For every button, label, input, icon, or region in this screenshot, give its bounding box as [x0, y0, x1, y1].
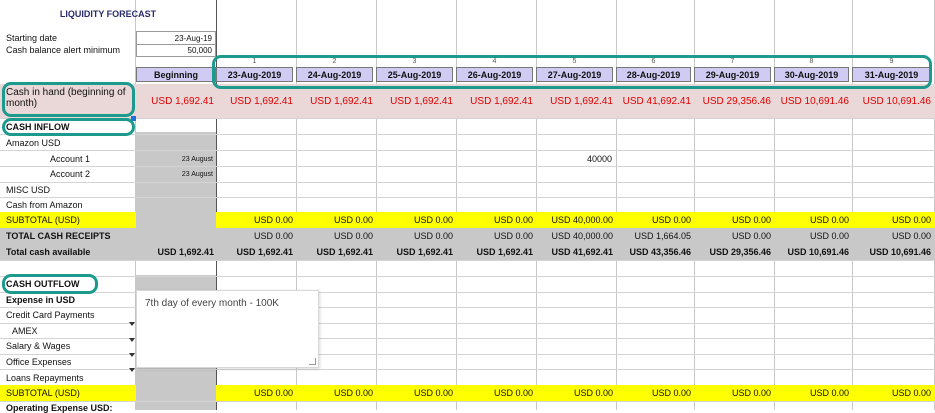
inflow-subtotal-value[interactable]: USD 0.00: [731, 216, 771, 225]
total-receipts-value[interactable]: USD 0.00: [809, 232, 849, 241]
credit-card-label: Credit Card Payments: [6, 311, 95, 320]
cash-in-hand-label: Cash in hand (beginning of month): [6, 87, 126, 109]
outflow-subtotal-value[interactable]: USD 0.00: [573, 389, 613, 398]
total-receipts-value[interactable]: USD 1,664.05: [634, 232, 691, 241]
inflow-subtotal-value[interactable]: USD 0.00: [493, 216, 533, 225]
column-number: 3: [412, 58, 417, 65]
date-column-header: 23-Aug-2019: [216, 67, 293, 82]
total-available-value[interactable]: USD 41,692.41: [551, 248, 613, 257]
total-available-value[interactable]: USD 29,356.46: [709, 248, 771, 257]
column-number: 9: [889, 58, 894, 65]
cash-in-hand-value: USD 1,692.41: [310, 97, 373, 107]
expense-usd-label: Expense in USD: [6, 296, 76, 305]
alert-minimum-input[interactable]: 50,000: [136, 44, 216, 57]
total-receipts-value[interactable]: USD 0.00: [493, 232, 533, 241]
column-number: 4: [492, 58, 497, 65]
total-receipts-value[interactable]: USD 0.00: [891, 232, 931, 241]
total-available-label: Total cash available: [6, 248, 91, 257]
total-available-value[interactable]: USD 10,691.46: [869, 248, 931, 257]
loans-label: Loans Repayments: [6, 374, 84, 383]
column-number: 1: [252, 58, 257, 65]
dropdown-arrow-icon[interactable]: [129, 353, 135, 357]
cash-in-hand-value: USD 41,692.41: [622, 97, 691, 107]
total-available-beginning: USD 1,692.41: [157, 248, 214, 257]
account1-date: 23 August: [181, 156, 213, 163]
salary-label: Salary & Wages: [6, 342, 71, 351]
highlight-cash-outflow: [2, 274, 98, 294]
total-available-value[interactable]: USD 1,692.41: [316, 248, 373, 257]
total-receipts-value[interactable]: USD 0.00: [731, 232, 771, 241]
date-column-header: 26-Aug-2019: [456, 67, 533, 82]
cash-in-hand-value: USD 1,692.41: [550, 97, 613, 107]
cash-in-hand-value: USD 10,691.46: [862, 97, 931, 107]
date-column-header: 30-Aug-2019: [774, 67, 849, 82]
total-available-value[interactable]: USD 1,692.41: [396, 248, 453, 257]
dropdown-arrow-icon[interactable]: [129, 322, 135, 326]
total-receipts-value[interactable]: USD 0.00: [333, 232, 373, 241]
inflow-subtotal-value[interactable]: USD 0.00: [413, 216, 453, 225]
outflow-subtotal-value[interactable]: USD 0.00: [731, 389, 771, 398]
highlight-date-headers: [212, 55, 932, 89]
cash-outflow-header: CASH OUTFLOW: [6, 280, 80, 289]
beginning-header: Beginning: [136, 67, 216, 82]
starting-date-label: Starting date: [6, 34, 58, 43]
inflow-subtotal-value[interactable]: USD 40,000.00: [551, 216, 613, 225]
date-column-header: 29-Aug-2019: [694, 67, 771, 82]
date-column-header: 24-Aug-2019: [296, 67, 373, 82]
account1-label: Account 1: [50, 155, 91, 164]
inflow-subtotal-value[interactable]: USD 0.00: [809, 216, 849, 225]
total-available-value[interactable]: USD 10,691.46: [787, 248, 849, 257]
starting-date-input[interactable]: 23-Aug-19: [136, 31, 216, 45]
highlight-cash-inflow: [2, 118, 135, 136]
resize-handle-icon[interactable]: [309, 358, 316, 365]
outflow-subtotal-value[interactable]: USD 0.00: [493, 389, 533, 398]
date-column-header: 28-Aug-2019: [616, 67, 691, 82]
cash-in-hand-value: USD 1,692.41: [470, 97, 533, 107]
cash-in-hand-beginning: USD 1,692.41: [151, 97, 214, 107]
total-receipts-value[interactable]: USD 0.00: [413, 232, 453, 241]
column-number: 5: [572, 58, 577, 65]
column-number: 2: [332, 58, 337, 65]
sheet-title: LIQUIDITY FORECAST: [59, 10, 157, 19]
date-column-header: 31-Aug-2019: [852, 67, 931, 82]
outflow-subtotal-value[interactable]: USD 0.00: [333, 389, 373, 398]
amex-label: AMEX: [12, 327, 38, 336]
column-number: 8: [809, 58, 814, 65]
cash-inflow-header: CASH INFLOW: [6, 123, 70, 132]
total-available-value[interactable]: USD 43,356.46: [629, 248, 691, 257]
total-available-value[interactable]: USD 1,692.41: [236, 248, 293, 257]
amazon-usd-label: Amazon USD: [6, 139, 61, 148]
misc-usd-label: MISC USD: [6, 186, 51, 195]
account1-value-aug27[interactable]: 40000: [586, 155, 612, 164]
outflow-subtotal-value[interactable]: USD 0.00: [253, 389, 293, 398]
inflow-subtotal-value[interactable]: USD 0.00: [651, 216, 691, 225]
dropdown-arrow-icon[interactable]: [129, 368, 135, 372]
inflow-subtotal-value[interactable]: USD 0.00: [891, 216, 931, 225]
column-number: 7: [730, 58, 735, 65]
total-receipts-value[interactable]: USD 0.00: [253, 232, 293, 241]
account2-label: Account 2: [50, 170, 91, 179]
comment-text: 7th day of every month - 100K: [145, 298, 279, 309]
total-receipts-value[interactable]: USD 40,000.00: [551, 232, 613, 241]
total-receipts-label: TOTAL CASH RECEIPTS: [6, 232, 111, 241]
cash-in-hand-value: USD 29,356.46: [702, 97, 771, 107]
inflow-subtotal-label: SUBTOTAL (USD): [6, 216, 80, 225]
alert-minimum-label: Cash balance alert minimum: [6, 46, 121, 55]
operating-expense-label: Operating Expense USD:: [6, 404, 113, 413]
inflow-subtotal-beginning: [136, 212, 216, 228]
inflow-subtotal-value[interactable]: USD 0.00: [333, 216, 373, 225]
account2-date: 23 August: [181, 171, 213, 178]
outflow-subtotal-beginning: [136, 385, 216, 401]
outflow-subtotal-value[interactable]: USD 0.00: [651, 389, 691, 398]
date-column-header: 25-Aug-2019: [376, 67, 453, 82]
total-available-value[interactable]: USD 1,692.41: [476, 248, 533, 257]
cash-from-amazon-label: Cash from Amazon: [6, 201, 83, 210]
outflow-subtotal-value[interactable]: USD 0.00: [413, 389, 453, 398]
office-label: Office Expenses: [6, 358, 72, 367]
cash-in-hand-value: USD 1,692.41: [230, 97, 293, 107]
outflow-subtotal-label: SUBTOTAL (USD): [6, 389, 80, 398]
highlight-cash-in-hand: [2, 82, 135, 117]
date-column-header: 27-Aug-2019: [536, 67, 613, 82]
cell-comment-box[interactable]: [136, 290, 319, 368]
cash-in-hand-value: USD 10,691.46: [780, 97, 849, 107]
outflow-subtotal-value[interactable]: USD 0.00: [891, 389, 931, 398]
cash-in-hand-value: USD 1,692.41: [390, 97, 453, 107]
column-number: 6: [651, 58, 656, 65]
inflow-subtotal-value[interactable]: USD 0.00: [253, 216, 293, 225]
outflow-subtotal-value[interactable]: USD 0.00: [809, 389, 849, 398]
